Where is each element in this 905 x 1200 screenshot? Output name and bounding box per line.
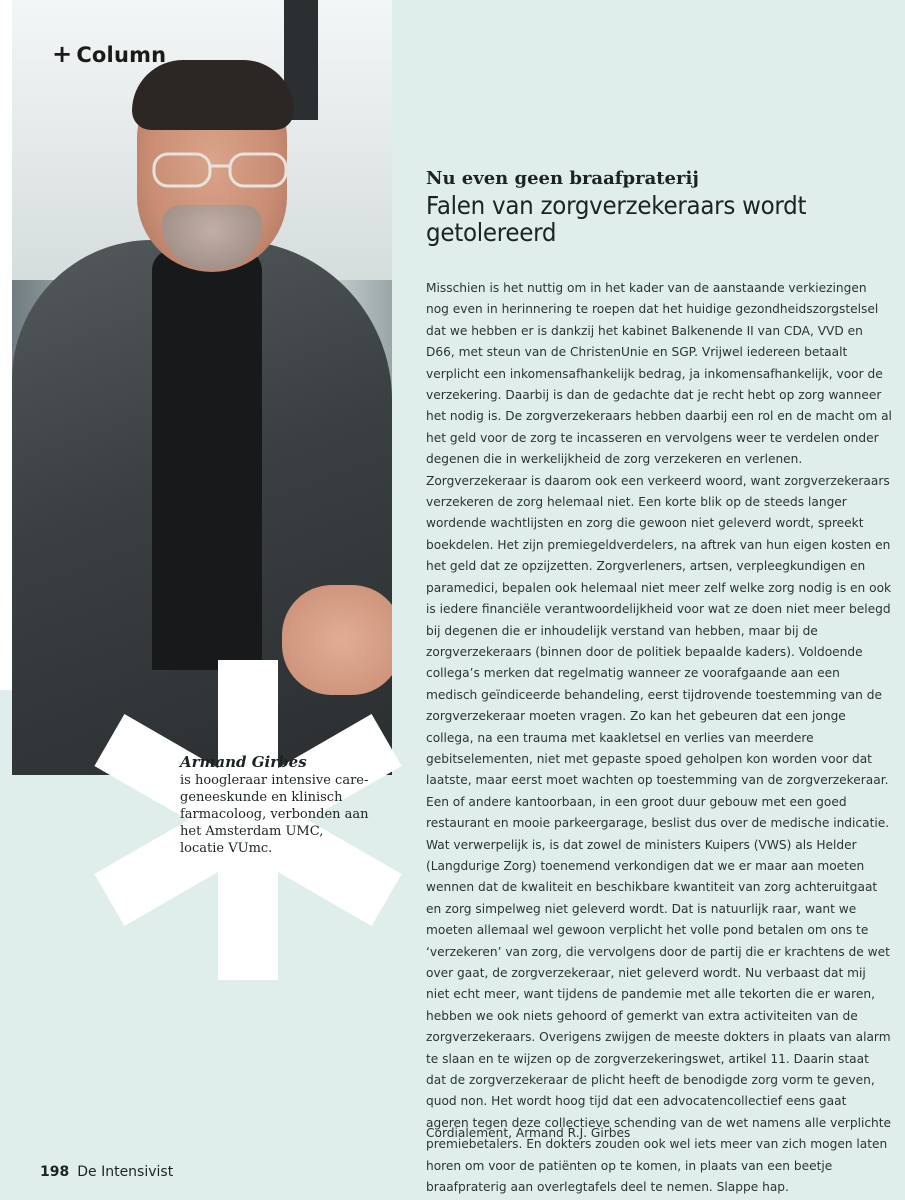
page-footer	[40, 1164, 173, 1180]
author-description: is hoogleraar intensive care-geneeskunde en klinisch farmacoloog, verbonden aan het Amsterdam UMC, locatie VUmc.	[180, 773, 369, 856]
article-body: Misschien is het nuttig om in het kader van de aanstaande verkiezingen nog even in herinnering te roepen dat het huidige gezondheidszorgstelsel dat we hebben er is dankzij het kabinet Balkenende II van CDA, VVD en D66, met steun van de ChristenUnie en SGP. Vrijwel iedereen betaalt verplicht een inkomensafhankelijk bedrag, ja inkomensafhankelijk, voor de verzekering. Daarbij is dan de gedachte dat je recht hebt op zorg wanneer het nodig is. De zorgverzekeraars hebben daarbij een rol en de macht om al het geld voor de zorg te incasseren en vervolgens weer te verdelen onder degenen die in werkelijkheid de zorg verzekeren en verlenen. Zorgverzekeraar is daarom ook een verkeerd woord, want zorgverzekeraars verzekeren de zorg helemaal niet. Een korte blik op de steeds langer wordende wachtlijsten en zorg die gewoon niet geleverd wordt, spreekt boekdelen. Het zijn premiegeldverdelers, na aftrek van hun eigen kosten en het geld dat ze opzijzetten. Zorgverleners, artsen, verpleegkundigen en paramedici, bepalen ook helemaal niet meer zelf welke zorg nodig is en ook is iedere financiële verantwoordelijkheid voor wat ze doen niet meer belegd bij degenen die er inhoudelijk verstand van hebben, maar bij de zorgverzekeraars (binnen door de politiek bepaalde kaders). Voldoende collega’s merken dat regelmatig wanneer ze voorafgaande aan een medisch geïndiceerde behandeling, eerst tijdrovende toestemming van de zorgverzekeraar moeten vragen. Zo kan het gebeuren dat een jonge collega, na een trauma met kaakletsel en verlies van meerdere gebitselementen, niet met gepaste spoed geholpen kon worden voor dat laatste, maar eerst moet wachten op toestemming van de zorgverzekeraar. Een of andere kantoorbaan, in een groot duur gebouw met een goed restaurant en mooie parkeergarage, beslist dus over de medische indicatie. Wat verwerpelijk is, is dat zowel de ministers Kuipers (VWS) als Helder (Langdurige Zorg) toenemend verkondigen dat we er maar aan moeten wennen dat de kwaliteit en beschikbare kwantiteit van zorg achteruitgaat en zorg simpelweg niet geleverd wordt. Dat is natuurlijk raar, want we moeten allemaal wel gewoon verplicht het volle pond betalen om ons te ‘verzekeren’ van zorg, die vervolgens door de partij die er krachtens de wet over gaat, de zorgverzekeraar, niet geleverd wordt. Nu verbaast dat mij niet echt meer, want tijdens de pandemie met alle tekorten die er waren, hebben we ook niets gehoord of gemerkt van extra activiteiten van de zorgverzekeraars. Overigens zwijgen de meeste dokters in plaats van alarm te slaan en te wijzen op de zorgverzekeringswet, artikel 11. Daarin staat dat de zorgverzekeraar de plicht heeft de benodigde zorg vorm te geven, quod non. Het wordt hoog tijd dat een advocatencollectief eens gaat ageren tegen deze collectieve schending van de wet namens alle verplichte premiebetalers. En dokters zouden ook wel iets meer van zich mogen laten horen om voor de patiënten op te komen, in plaats van een beetje braafpraterig aan overlegtafels deel te nemen. Slappe hap.	[426, 281, 892, 1195]
plus-icon: +	[52, 40, 73, 68]
page-edge	[0, 0, 12, 690]
photo-shirt	[152, 250, 262, 670]
glasses-icon	[150, 150, 290, 190]
author-bio	[180, 752, 370, 857]
photo-hair	[132, 60, 294, 130]
page-number: 198	[40, 1164, 70, 1180]
article-signoff: Cordialement, Armand R.J. Girbes	[426, 1126, 631, 1140]
column-label-text: Column	[76, 43, 167, 67]
magazine-name: De Intensivist	[77, 1164, 174, 1180]
article-headline: Falen van zorgverzekeraars wordt getolereerd	[426, 191, 807, 247]
article-header	[426, 168, 886, 246]
author-name: Armand Girbes	[180, 753, 307, 771]
article-kicker: Nu even geen braafpraterij	[426, 168, 699, 189]
column-label	[52, 40, 166, 68]
author-photo	[12, 0, 392, 775]
